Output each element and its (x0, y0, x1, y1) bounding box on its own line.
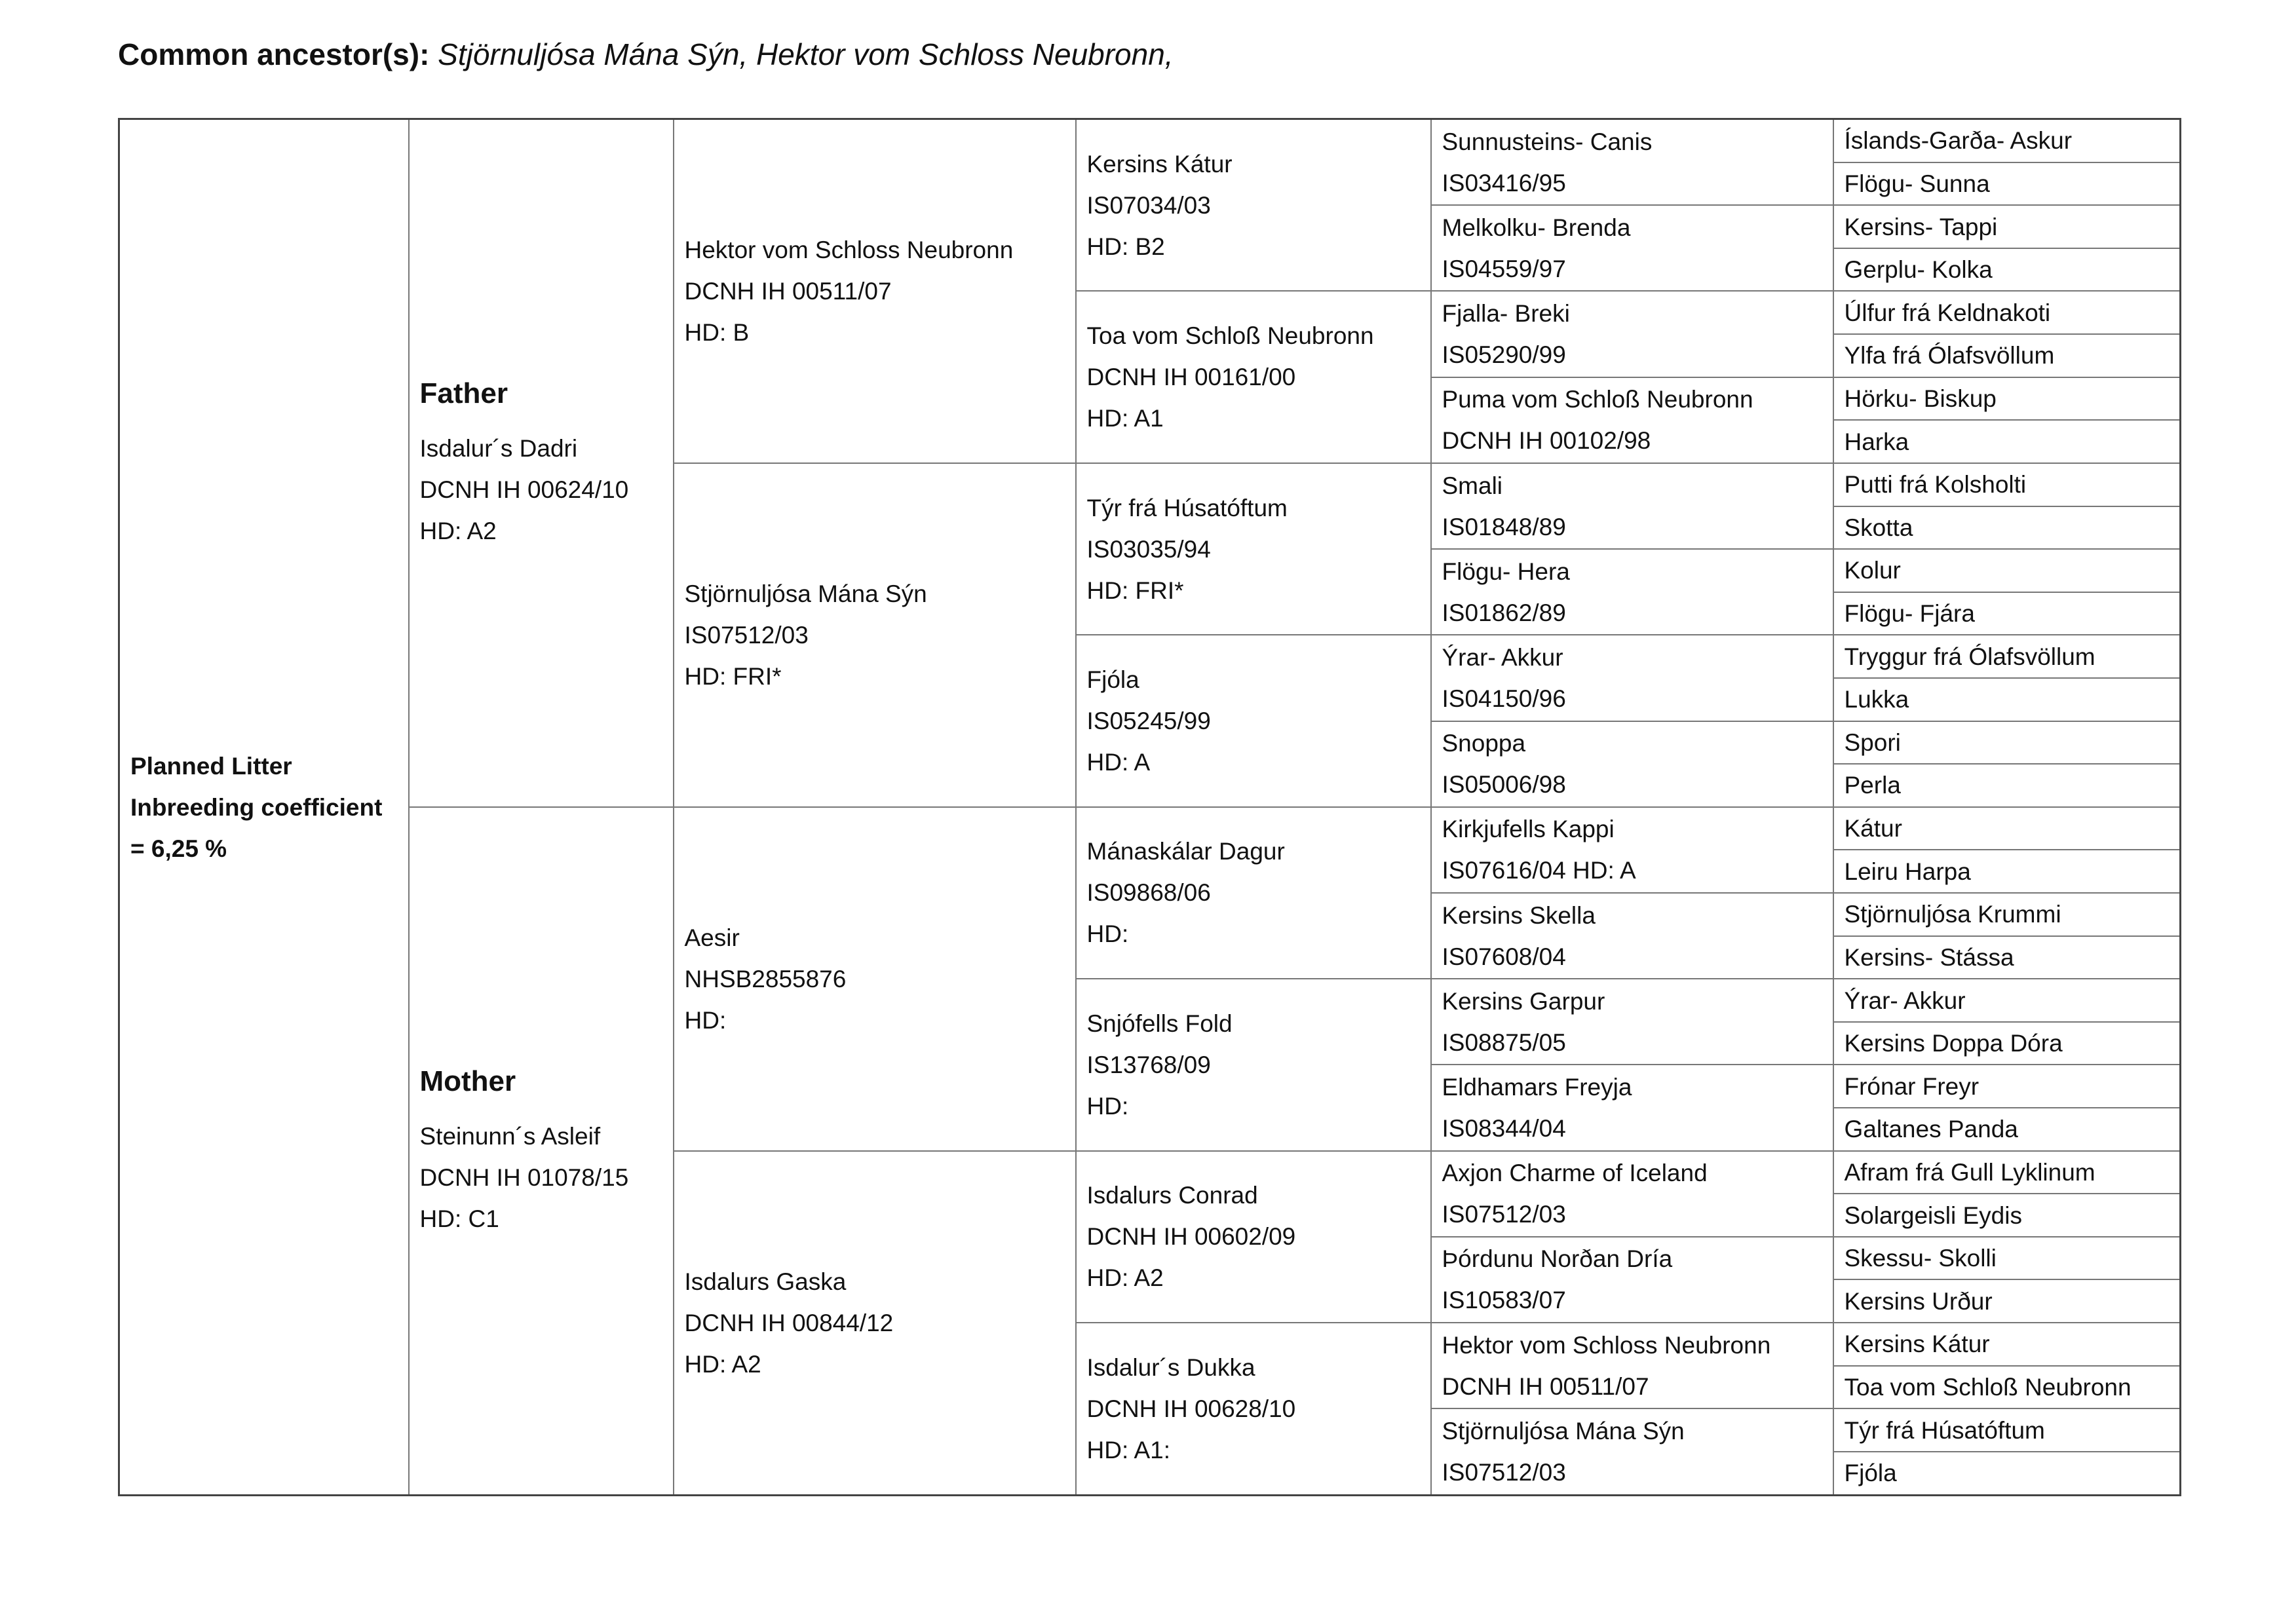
dog-name: Ýrar- Akkur (1442, 643, 1563, 671)
gen5-ancestor-cell (1431, 1237, 1833, 1323)
dog-name: Stjörnuljósa Krummi (1844, 901, 2061, 928)
common-ancestors-label: Common ancestor(s): (118, 37, 430, 71)
mother-name: Steinunn´s Asleif (419, 1123, 601, 1150)
dog-name: Afram frá Gull Lyklinum (1844, 1158, 2095, 1186)
dog-name: Isdalur´s Dukka (1086, 1354, 1255, 1382)
dog-name: Kersins Garpur (1442, 987, 1605, 1015)
gen6-ancestor-cell (1833, 721, 2181, 765)
dog-name: Flögu- Hera (1442, 557, 1570, 585)
hd-score: HD: A1: (1086, 1437, 1170, 1464)
hd-score: HD: (1086, 1092, 1129, 1120)
dog-name: Melkolku- Brenda (1442, 214, 1631, 241)
gen6-ancestor-cell (1833, 463, 2181, 506)
common-ancestors-value: Stjörnuljósa Mána Sýn, Hektor vom Schloss Neubronn, (438, 37, 1174, 71)
dog-name: Fjóla (1844, 1460, 1897, 1487)
gen6-ancestor-cell (1833, 248, 2181, 292)
dog-name: Skotta (1844, 514, 1913, 541)
common-ancestors-header (118, 37, 1174, 72)
dog-name: Skessu- Skolli (1844, 1245, 1997, 1272)
dog-name: Smali (1442, 472, 1503, 499)
pedigree-row (119, 807, 2181, 850)
hd-score: HD: B (684, 318, 750, 346)
dog-name: Kátur (1844, 815, 1902, 842)
gen6-ancestor-cell (1833, 764, 2181, 807)
gen6-ancestor-cell (1833, 377, 2181, 421)
registration-number: IS07608/04 (1442, 943, 1566, 970)
dog-name: Ylfa frá Ólafsvöllum (1844, 342, 2055, 369)
gen6-ancestor-cell (1833, 1408, 2181, 1452)
dog-name: Toa vom Schloß Neubronn (1086, 322, 1374, 350)
hd-score: HD: (684, 1006, 727, 1034)
dog-name: Snoppa (1442, 730, 1526, 757)
hd-score: HD: A1 (1086, 405, 1164, 432)
gen5-ancestor-cell (1431, 549, 1833, 635)
dog-name: Mánaskálar Dagur (1086, 838, 1285, 865)
inbreeding-value: = 6,25 % (130, 835, 227, 862)
dog-name: Úlfur frá Keldnakoti (1844, 299, 2051, 326)
hd-score: HD: (1086, 920, 1129, 948)
registration-number: IS05290/99 (1442, 341, 1566, 369)
dog-name: Leiru Harpa (1844, 858, 1971, 885)
great-grandparent-cell (1076, 291, 1431, 463)
gen6-ancestor-cell (1833, 1452, 2181, 1496)
gen5-ancestor-cell (1431, 807, 1833, 893)
great-grandparent-cell (1076, 979, 1431, 1150)
registration-number: IS05006/98 (1442, 771, 1566, 799)
dog-name: Kersins Doppa Dóra (1844, 1030, 2063, 1057)
gen6-ancestor-cell (1833, 807, 2181, 850)
gen6-ancestor-cell (1833, 1022, 2181, 1065)
registration-number: DCNH IH 00102/98 (1442, 427, 1651, 455)
dog-name: Puma vom Schloß Neubronn (1442, 386, 1753, 413)
dog-name: Ýrar- Akkur (1844, 987, 1966, 1014)
inbreeding-label: Inbreeding coefficient (130, 793, 383, 821)
dog-name: Tryggur frá Ólafsvöllum (1844, 643, 2095, 670)
gen6-ancestor-cell (1833, 1065, 2181, 1108)
registration-number: IS05245/99 (1086, 708, 1211, 735)
gen6-ancestor-cell (1833, 1108, 2181, 1151)
gen5-ancestor-cell (1431, 205, 1833, 291)
great-grandparent-cell (1076, 463, 1431, 635)
gen5-ancestor-cell (1431, 893, 1833, 979)
dog-name: Kirkjufells Kappi (1442, 816, 1615, 843)
father-name: Isdalur´s Dadri (419, 435, 578, 463)
dog-name: Íslands-Garða- Askur (1844, 127, 2073, 155)
dog-name: Týr frá Húsatóftum (1844, 1416, 2045, 1444)
pedigree-body (119, 119, 2181, 1496)
gen6-ancestor-cell (1833, 334, 2181, 377)
registration-number: DCNH IH 00511/07 (684, 277, 892, 305)
dog-name: Kolur (1844, 557, 1901, 584)
gen6-ancestor-cell (1833, 1323, 2181, 1366)
dog-name: Kersins- Tappi (1844, 213, 1998, 240)
registration-number: IS01862/89 (1442, 599, 1566, 626)
gen6-ancestor-cell (1833, 420, 2181, 463)
dog-name: Isdalurs Conrad (1086, 1182, 1258, 1209)
dog-name: Galtanes Panda (1844, 1116, 2018, 1143)
gen6-ancestor-cell (1833, 979, 2181, 1022)
dog-name: Kersins Kátur (1844, 1331, 1990, 1358)
hd-score: HD: A2 (684, 1350, 761, 1378)
gen5-ancestor-cell (1431, 377, 1833, 463)
dog-name: Hektor vom Schloss Neubronn (684, 236, 1014, 263)
registration-number: DCNH IH 00161/00 (1086, 364, 1296, 391)
registration-number: IS10583/07 (1442, 1287, 1566, 1314)
grandparent-cell (674, 463, 1076, 807)
gen5-ancestor-cell (1431, 1323, 1833, 1408)
registration-number: IS04150/96 (1442, 685, 1566, 712)
dog-name: Axjon Charme of Iceland (1442, 1160, 1708, 1187)
dog-name: Toa vom Schloß Neubronn (1844, 1373, 2132, 1401)
great-grandparent-cell (1076, 1323, 1431, 1495)
gen5-ancestor-cell (1431, 119, 1833, 206)
father-registration: DCNH IH 00624/10 (419, 476, 629, 504)
gen5-ancestor-cell (1431, 463, 1833, 549)
dog-name: Flögu- Sunna (1844, 170, 1990, 197)
gen6-ancestor-cell (1833, 678, 2181, 721)
registration-number: IS01848/89 (1442, 513, 1566, 540)
gen5-ancestor-cell (1431, 291, 1833, 377)
dog-name: Týr frá Húsatóftum (1086, 494, 1288, 521)
dog-name: Perla (1844, 772, 1901, 799)
gen6-ancestor-cell (1833, 549, 2181, 592)
hd-score: HD: FRI* (684, 662, 782, 690)
gen5-ancestor-cell (1431, 635, 1833, 721)
registration-number: IS13768/09 (1086, 1051, 1211, 1078)
dog-name: Kersins Skella (1442, 901, 1596, 929)
father-cell (409, 119, 674, 807)
gen6-ancestor-cell (1833, 1366, 2181, 1409)
gen6-ancestor-cell (1833, 119, 2181, 162)
gen5-ancestor-cell (1431, 721, 1833, 807)
gen6-ancestor-cell (1833, 936, 2181, 979)
dog-name: Hektor vom Schloss Neubronn (1442, 1331, 1771, 1359)
registration-number: IS03416/95 (1442, 169, 1566, 197)
pedigree-row (119, 119, 2181, 162)
father-hd: HD: A2 (419, 518, 497, 545)
dog-name: Snjófells Fold (1086, 1010, 1233, 1037)
hd-score: HD: FRI* (1086, 576, 1184, 604)
dog-name: Putti frá Kolsholti (1844, 471, 2027, 499)
registration-number: DCNH IH 00602/09 (1086, 1223, 1296, 1251)
registration-number: IS07512/03 (1442, 1459, 1566, 1486)
dog-name: Hörku- Biskup (1844, 385, 1997, 412)
gen6-ancestor-cell (1833, 893, 2181, 936)
pedigree-table (118, 118, 2181, 1496)
dog-name: Solargeisli Eydis (1844, 1201, 2022, 1229)
dog-name: Lukka (1844, 686, 1909, 713)
dog-name: Aesir (684, 924, 740, 951)
planned-litter-cell (119, 119, 409, 1496)
dog-name: Eldhamars Freyja (1442, 1074, 1632, 1101)
mother-hd: HD: C1 (419, 1205, 499, 1233)
gen5-ancestor-cell (1431, 979, 1833, 1065)
registration-number: IS07512/03 (1442, 1201, 1566, 1228)
registration-number: IS04559/97 (1442, 255, 1566, 282)
gen6-ancestor-cell (1833, 506, 2181, 550)
gen5-ancestor-cell (1431, 1151, 1833, 1237)
dog-name: Stjörnuljósa Mána Sýn (684, 580, 927, 607)
registration-number: DCNH IH 00844/12 (684, 1309, 894, 1336)
registration-number: NHSB2855876 (684, 965, 847, 992)
dog-name: Gerplu- Kolka (1844, 256, 1993, 284)
dog-name: Kersins- Stássa (1844, 943, 2014, 971)
grandparent-cell (674, 1151, 1076, 1496)
dog-name: Þórdunu Norðan Dría (1442, 1245, 1673, 1273)
great-grandparent-cell (1076, 635, 1431, 806)
gen6-ancestor-cell (1833, 1279, 2181, 1323)
dog-name: Isdalurs Gaska (684, 1268, 847, 1295)
registration-number: DCNH IH 00628/10 (1086, 1395, 1296, 1423)
gen6-ancestor-cell (1833, 1151, 2181, 1194)
gen6-ancestor-cell (1833, 850, 2181, 893)
gen6-ancestor-cell (1833, 1237, 2181, 1280)
great-grandparent-cell (1076, 119, 1431, 292)
dog-name: Harka (1844, 428, 1909, 455)
hd-score: HD: A2 (1086, 1264, 1164, 1292)
great-grandparent-cell (1076, 1151, 1431, 1323)
registration-number: IS07034/03 (1086, 191, 1211, 219)
gen6-ancestor-cell (1833, 592, 2181, 635)
gen6-ancestor-cell (1833, 1194, 2181, 1237)
mother-title: Mother (419, 1065, 516, 1098)
hd-score: HD: B2 (1086, 233, 1165, 260)
dog-name: Kersins Kátur (1086, 150, 1233, 178)
dog-name: Sunnusteins- Canis (1442, 128, 1653, 155)
grandparent-cell (674, 807, 1076, 1151)
gen6-ancestor-cell (1833, 635, 2181, 678)
dog-name: Fjalla- Breki (1442, 300, 1570, 328)
registration-number: IS08344/04 (1442, 1115, 1566, 1142)
dog-name: Fjóla (1086, 666, 1139, 694)
dog-name: Stjörnuljósa Mána Sýn (1442, 1418, 1685, 1445)
gen6-ancestor-cell (1833, 291, 2181, 334)
father-title: Father (419, 377, 508, 410)
registration-number: IS07616/04 HD: A (1442, 857, 1636, 884)
mother-cell (409, 807, 674, 1496)
dog-name: Flögu- Fjára (1844, 600, 1975, 628)
registration-number: IS08875/05 (1442, 1029, 1566, 1056)
registration-number: IS09868/06 (1086, 879, 1211, 907)
registration-number: DCNH IH 00511/07 (1442, 1372, 1649, 1400)
mother-registration: DCNH IH 01078/15 (419, 1164, 629, 1192)
dog-name: Spori (1844, 728, 1901, 756)
gen5-ancestor-cell (1431, 1065, 1833, 1150)
hd-score: HD: A (1086, 749, 1151, 776)
registration-number: IS07512/03 (684, 621, 809, 649)
planned-litter-title: Planned Litter (130, 752, 292, 780)
gen5-ancestor-cell (1431, 1408, 1833, 1495)
dog-name: Kersins Urður (1844, 1287, 1993, 1315)
dog-name: Frónar Freyr (1844, 1072, 1980, 1100)
gen6-ancestor-cell (1833, 205, 2181, 248)
gen6-ancestor-cell (1833, 162, 2181, 206)
grandparent-cell (674, 119, 1076, 463)
registration-number: IS03035/94 (1086, 535, 1211, 563)
great-grandparent-cell (1076, 807, 1431, 979)
